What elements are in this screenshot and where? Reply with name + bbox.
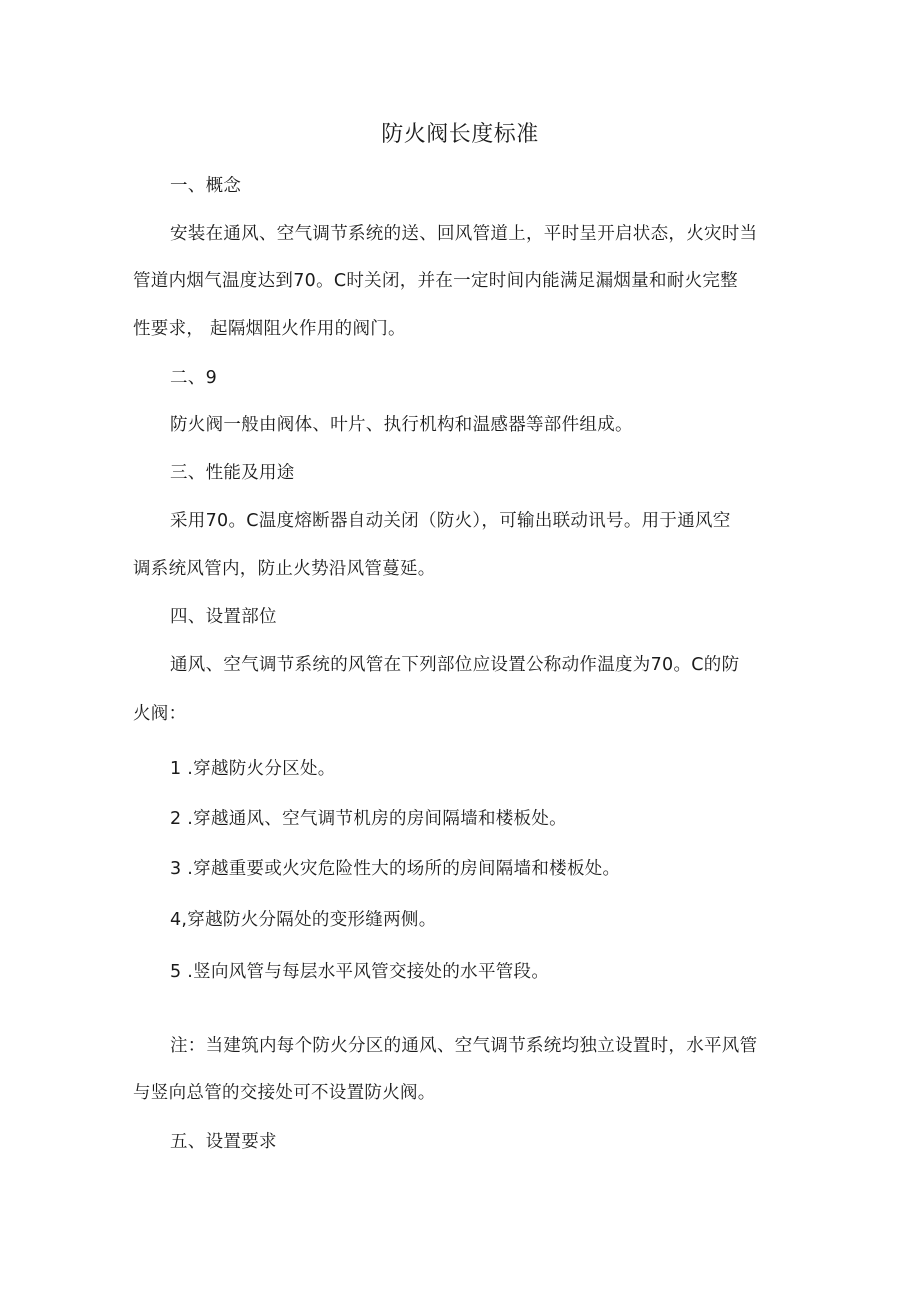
section-heading-4: 四、设置部位 [170,607,277,627]
list-item: 2 .穿越通风、空气调节机房的房间隔墙和楼板处。 [170,809,567,829]
section-heading-3: 三、性能及用途 [170,463,295,483]
paragraph-line: 通风、空气调节系统的风管在下列部位应设置公称动作温度为70。C的防 [170,655,740,675]
list-item: 4,穿越防火分隔处的变形缝两侧。 [170,910,437,930]
paragraph-line: 防火阀一般由阀体、叶片、执行机构和温感器等部件组成。 [170,415,633,435]
paragraph-line: 安装在通风、空气调节系统的送、回风管道上，平时呈开启状态，火灾时当 [170,224,758,244]
note-line: 注：当建筑内每个防火分区的通风、空气调节系统均独立设置时，水平风管 [170,1036,758,1056]
section-heading-1: 一、概念 [170,176,242,196]
list-item: 1 .穿越防火分区处。 [170,759,336,779]
list-item: 5 .竖向风管与每层水平风管交接处的水平管段。 [170,962,550,982]
list-item: 3 .穿越重要或火灾危险性大的场所的房间隔墙和楼板处。 [170,859,621,879]
paragraph-line: 管道内烟气温度达到70。C时关闭，并在一定时间内能满足漏烟量和耐火完整 [133,271,738,291]
paragraph-line: 火阀： [133,704,187,724]
note-line: 与竖向总管的交接处可不设置防火阀。 [133,1083,436,1103]
paragraph-line: 调系统风管内，防止火势沿风管蔓延。 [133,559,436,579]
document-title: 防火阀长度标准 [381,122,539,147]
section-heading-5: 五、设置要求 [170,1132,277,1152]
section-heading-2: 二、9 [170,368,218,388]
paragraph-line: 采用70。C温度熔断器自动关闭（防火），可输出联动讯号。用于通风空 [170,511,731,531]
paragraph-line: 性要求， 起隔烟阻火作用的阀门。 [133,319,406,339]
